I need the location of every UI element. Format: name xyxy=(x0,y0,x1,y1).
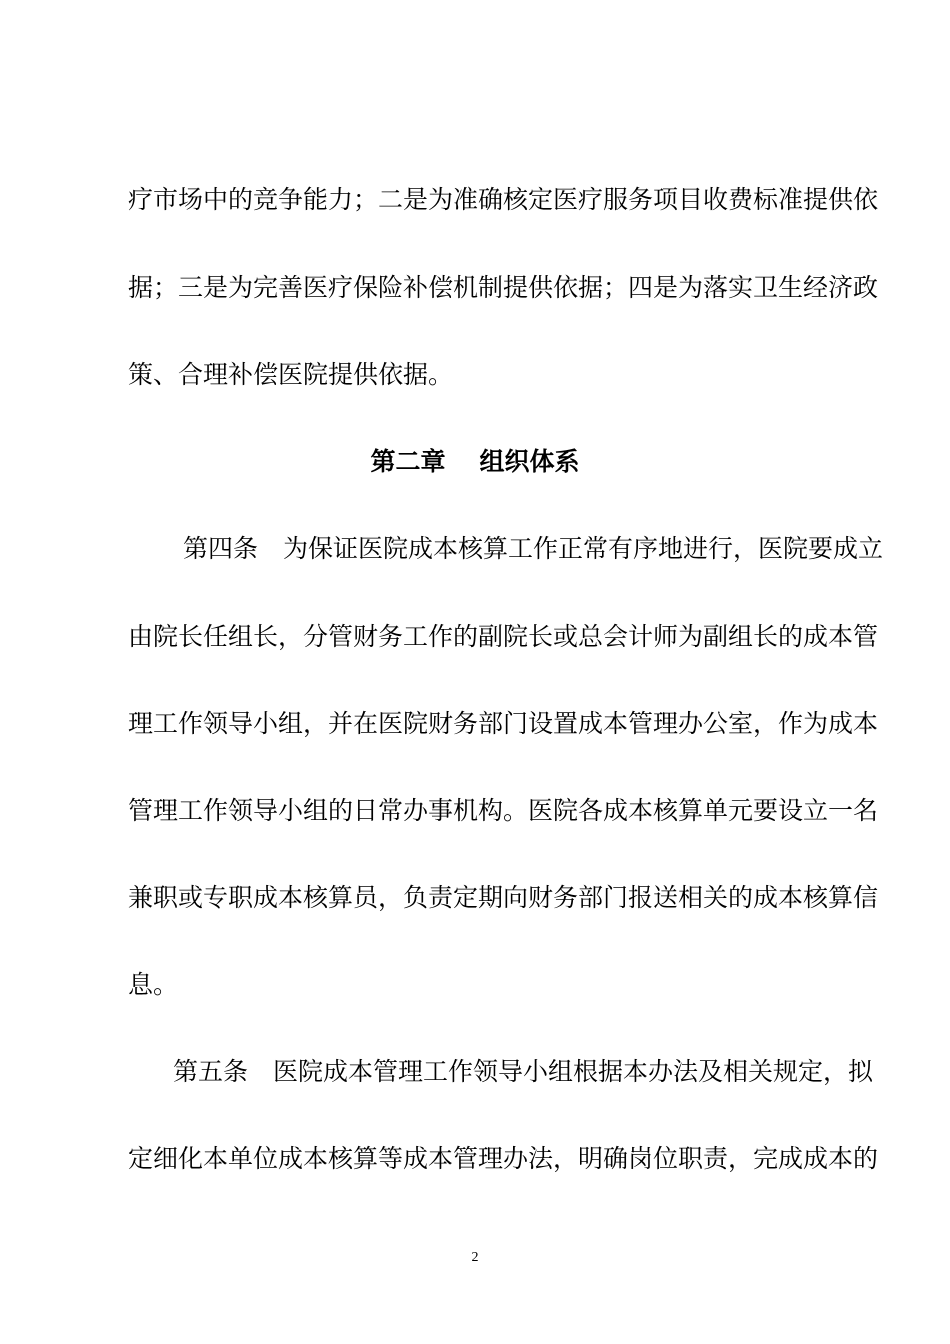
body-text-line: 定细化本单位成本核算等成本管理办法，明确岗位职责，完成成本的 xyxy=(128,1144,879,1173)
chapter-number: 第二章 xyxy=(370,447,446,476)
body-text-line: 由院长任组长，分管财务工作的副院长或总会计师为副组长的成本管 xyxy=(128,622,879,651)
chapter-heading xyxy=(0,445,950,479)
article-4-first-line: 第四条 为保证医院成本核算工作正常有序地进行，医院要成立 xyxy=(183,534,884,563)
body-text-line: 息。 xyxy=(128,970,179,999)
body-text-line: 兼职或专职成本核算员，负责定期向财务部门报送相关的成本核算信 xyxy=(128,883,879,912)
body-text-line: 策、合理补偿医院提供依据。 xyxy=(128,360,454,389)
article-5-first-line: 第五条 医院成本管理工作领导小组根据本办法及相关规定，拟 xyxy=(173,1057,874,1086)
body-text-line: 据；三是为完善医疗保险补偿机制提供依据；四是为落实卫生经济政 xyxy=(128,273,879,302)
chapter-title: 组织体系 xyxy=(479,447,580,476)
body-text-line: 疗市场中的竞争能力；二是为准确核定医疗服务项目收费标准提供依 xyxy=(128,185,879,214)
body-text-line: 理工作领导小组，并在医院财务部门设置成本管理办公室，作为成本 xyxy=(128,709,879,738)
page-number: 2 xyxy=(471,1250,479,1265)
body-text-line: 管理工作领导小组的日常办事机构。医院各成本核算单元要设立一名 xyxy=(128,796,879,825)
